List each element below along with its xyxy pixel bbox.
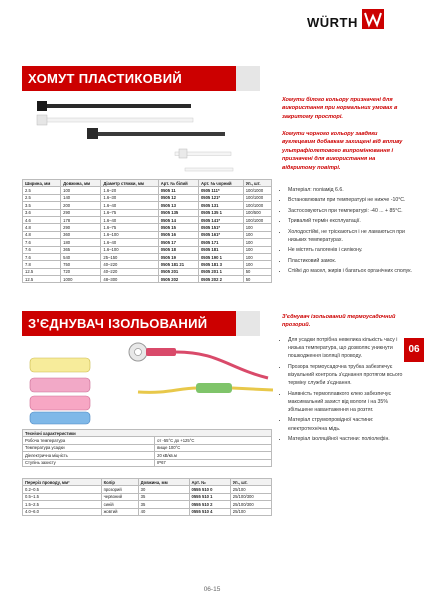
table-cell: 1.6–30	[101, 194, 158, 201]
table-cell: 7.8	[23, 261, 61, 268]
table-cell: 0505 11	[158, 187, 198, 194]
table-cell: 4.0–6.0	[23, 508, 102, 515]
table-cell: Робоча температура	[23, 437, 155, 444]
table-row	[23, 187, 272, 194]
table-cell: 100	[243, 261, 271, 268]
chapter-tab[interactable]: 06	[404, 338, 424, 362]
section1-intro-white: Хомути білого кольору призначені для використання при нормальних умовах в закритому просторі.	[282, 97, 398, 120]
table-cell: 0505 13	[158, 202, 198, 209]
table-cell: синій	[101, 501, 138, 508]
feature-item: • Холодостійкі, не тріскаються і не ламаються при низьких температурах.	[288, 228, 412, 244]
table-cell: 0505 151*	[198, 224, 243, 231]
col-header: Ширина, мм	[23, 180, 61, 187]
table-row	[23, 493, 272, 500]
table-cell: 0505 19	[158, 253, 198, 260]
table-cell: 0505 161*	[198, 231, 243, 238]
table-cell: 0505 181 21	[158, 261, 198, 268]
table-cell: 100	[243, 224, 271, 231]
table-cell: 35	[138, 493, 189, 500]
feature-item: • Стійкі до масел, жирів і багатьох органічних сполук.	[288, 267, 412, 275]
table-cell: 12.5	[23, 268, 61, 275]
feature-item: • Для усадки потрібна невелика кількість часу і низька температура, що дозволяє уникнути пошкодження ізоляції проводу.	[288, 336, 408, 361]
table-cell: 0555 510 4	[189, 508, 230, 515]
feature-item: • Пластиковий замок.	[288, 257, 412, 265]
table-cell: 4.8	[23, 224, 61, 231]
table-row	[23, 202, 272, 209]
col-header: Діаметр стяжки, мм	[101, 180, 158, 187]
table-cell: 4.6	[23, 216, 61, 223]
table-cell: 3.6	[23, 209, 61, 216]
table-cell: 0505 17	[158, 239, 198, 246]
table-cell: 720	[61, 268, 101, 275]
table-cell: 2.5	[23, 194, 61, 201]
table-row	[23, 437, 272, 444]
table-cell: 12.5	[23, 276, 61, 283]
table-row	[23, 194, 272, 201]
table-cell: 0505 14	[158, 216, 198, 223]
table-cell: 100/1000	[243, 202, 271, 209]
section1-intro-black: Хомути чорного кольору завдяки вуглецевим добавкам захищені від впливу ультрафіолетового випромінювання і призначені для використання на відкритому повітрі.	[282, 131, 403, 171]
connectors-table	[22, 478, 272, 516]
table-cell: 35	[138, 501, 189, 508]
table-row	[23, 444, 272, 451]
table-cell: 140	[61, 194, 101, 201]
feature-item: • Тривалий термін експлуатації.	[288, 217, 412, 225]
feature-item: • Встановлювати при температурі не нижче -10°С.	[288, 196, 412, 204]
table-cell: 0505 111*	[198, 187, 243, 194]
table-row	[23, 231, 272, 238]
table-cell: 40–220	[101, 268, 158, 275]
section2-band	[22, 311, 236, 336]
table-row	[23, 452, 272, 459]
table-cell: 25/100	[230, 486, 271, 493]
table-cell: 200	[61, 202, 101, 209]
col-header: Довжина, мм	[138, 479, 189, 486]
section1-band	[22, 66, 236, 91]
table-cell: 100/500	[243, 209, 271, 216]
table-cell: 0555 510 2	[189, 501, 230, 508]
table-cell: 100	[243, 231, 271, 238]
tech-specs-table	[22, 429, 272, 467]
feature-item: • Матеріал: поліамід 6.6.	[288, 186, 412, 194]
table-cell: 290	[61, 224, 101, 231]
table-cell: 0.5–1.5	[23, 493, 102, 500]
col-header: Переріз проводу, мм²	[23, 479, 102, 486]
table-cell: 290	[61, 209, 101, 216]
col-header: Арт. № білий	[158, 180, 198, 187]
table-cell: червоний	[101, 493, 138, 500]
table-cell: жовтий	[101, 508, 138, 515]
section2-title: З'ЄДНУВАЧ ІЗОЛЬОВАНИЙ	[28, 316, 208, 331]
page-number: 06-15	[203, 586, 221, 593]
col-header: Арт. № чорний	[198, 180, 243, 187]
table-row	[23, 261, 272, 268]
table-cell: 25/100/300	[230, 501, 271, 508]
table-row	[23, 253, 272, 260]
table-cell: 1.6–40	[101, 239, 158, 246]
table-cell: 25/100	[230, 508, 271, 515]
col-header: Уп., шт.	[230, 479, 271, 486]
table-row	[23, 501, 272, 508]
table-cell: 100	[243, 246, 271, 253]
table-cell: 20 кВ/кв.м	[155, 452, 272, 459]
table-cell: 0505 171	[198, 239, 243, 246]
table-cell: 540	[61, 253, 101, 260]
table-cell: 1.6–75	[101, 209, 158, 216]
table-row	[23, 246, 272, 253]
table-cell: от -55°С до +125°С	[155, 437, 272, 444]
table-cell: 25/100/300	[230, 493, 271, 500]
table-cell: 1.6–40	[101, 216, 158, 223]
table-cell: 100	[243, 253, 271, 260]
table-row	[23, 459, 272, 466]
table-cell: 0505 135	[158, 209, 198, 216]
table-cell: 40	[138, 508, 189, 515]
table-cell: 1.6–20	[101, 187, 158, 194]
table-row	[23, 268, 272, 275]
table-cell: 0505 190 1	[198, 253, 243, 260]
table-cell: 4.8	[23, 231, 61, 238]
table-cell: 0505 201	[158, 268, 198, 275]
table-cell: 0505 202	[158, 276, 198, 283]
brand-name: WÜRTH	[307, 15, 358, 30]
table-row	[23, 216, 272, 223]
table-cell: 48–300	[101, 276, 158, 283]
table-cell: 0505 181 3	[198, 261, 243, 268]
table-cell: 40–220	[101, 261, 158, 268]
col-header: Арт. №	[189, 479, 230, 486]
table-cell: 50	[243, 276, 271, 283]
feature-item: • Матеріал ізоляційної частини: поліолефін.	[288, 435, 408, 443]
table-cell: 1.6–40	[101, 202, 158, 209]
table-cell: 0505 121*	[198, 194, 243, 201]
feature-item: • Не містять галогенів і силікону.	[288, 246, 412, 254]
table-cell: 180	[61, 239, 101, 246]
table-cell: 0555 510 0	[189, 486, 230, 493]
table-row	[23, 276, 272, 283]
table-cell: 30	[138, 486, 189, 493]
cable-ties-image	[35, 96, 235, 176]
table-cell: 1.6–75	[101, 224, 158, 231]
table-cell: Ступінь захисту	[23, 459, 155, 466]
table-cell: вище 100°С	[155, 444, 272, 451]
table-cell: 100/1000	[243, 187, 271, 194]
table-cell: 7.6	[23, 239, 61, 246]
table-cell: 0505 181	[198, 246, 243, 253]
table-cell: 0505 12	[158, 194, 198, 201]
table-cell: 100/1000	[243, 194, 271, 201]
table-cell: 2.5	[23, 187, 61, 194]
table-cell: 1.6–100	[101, 231, 158, 238]
table-cell: 100	[61, 187, 101, 194]
table-cell: Температура усадки	[23, 444, 155, 451]
table-row	[23, 486, 272, 493]
table-cell: 0505 15	[158, 224, 198, 231]
feature-item: • Застосовуються при температурі: -40 ... + 85°С.	[288, 207, 412, 215]
table-cell: 3.5	[23, 202, 61, 209]
table-cell: 0555 510 1	[189, 493, 230, 500]
table-cell: 360	[61, 231, 101, 238]
table-cell: Діелектрична міцність	[23, 452, 155, 459]
table-cell: 0505 201 1	[198, 268, 243, 275]
tech-specs-title: Технічні характеристики	[23, 430, 272, 437]
table-cell: 0505 131	[198, 202, 243, 209]
table-cell: 0.2–0.5	[23, 486, 102, 493]
table-row	[23, 508, 272, 515]
table-cell: прозорий	[101, 486, 138, 493]
table-cell: 7.6	[23, 246, 61, 253]
section2-features	[280, 336, 408, 445]
feature-item: • Прозора термоусадочна трубка забезпечує візуальний контроль з'єднання протягом всього терміну служби з'єднання.	[288, 363, 408, 388]
col-header: Уп., шт.	[243, 180, 271, 187]
table-cell: 0505 18	[158, 246, 198, 253]
table-cell: 1.5–2.5	[23, 501, 102, 508]
table-cell: 25–150	[101, 253, 158, 260]
section2-intro: З'єднувач ізольований термоусадочний прозорий.	[282, 314, 396, 329]
table-row	[23, 209, 272, 216]
table-cell: 7.6	[23, 253, 61, 260]
wurth-logo-icon	[362, 9, 384, 29]
table-cell: 0505 16	[158, 231, 198, 238]
table-cell: 0505 202 2	[198, 276, 243, 283]
table-row	[23, 224, 272, 231]
connectors-image	[28, 338, 273, 426]
table-cell: IP67	[155, 459, 272, 466]
table-cell: 0505 141*	[198, 216, 243, 223]
table-cell: 750	[61, 261, 101, 268]
section1-features	[280, 186, 412, 277]
table-cell: 50	[243, 268, 271, 275]
table-cell: 1.6–100	[101, 246, 158, 253]
table-cell: 100/1000	[243, 216, 271, 223]
table-cell: 365	[61, 246, 101, 253]
feature-item: • Матеріал струмопровідної частини: електротехнічна мідь.	[288, 416, 408, 432]
table-cell: 178	[61, 216, 101, 223]
table-cell: 0505 135 1	[198, 209, 243, 216]
table-cell: 1000	[61, 276, 101, 283]
table-cell: 100	[243, 239, 271, 246]
cable-ties-table	[22, 179, 272, 283]
col-header: Довжина, мм	[61, 180, 101, 187]
feature-item: • Наявність термоплавкого клею забезпечує максимальний захист від вологи і на 35% збільшене навантаження на розтяг.	[288, 390, 408, 415]
col-header: Колір	[101, 479, 138, 486]
table-row	[23, 239, 272, 246]
section1-title: ХОМУТ ПЛАСТИКОВИЙ	[28, 71, 183, 86]
